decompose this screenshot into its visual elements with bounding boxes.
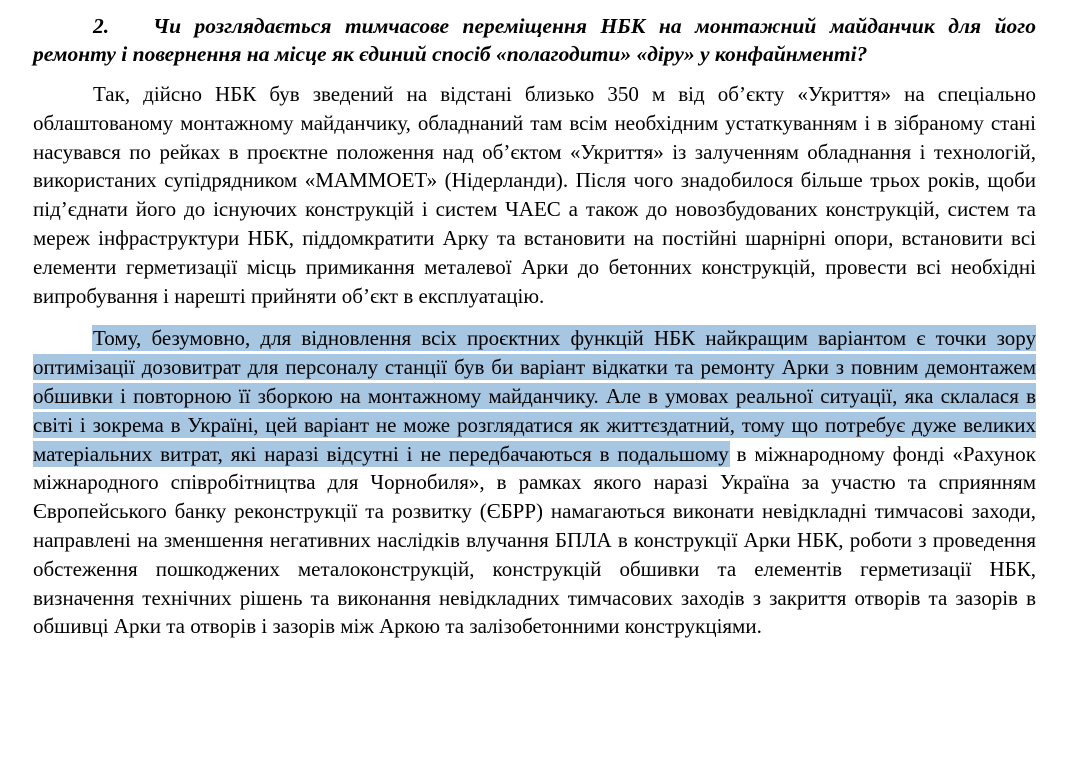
section-number: 2. bbox=[93, 14, 110, 38]
document-page bbox=[33, 0, 1036, 641]
paragraph-1: Так, дійсно НБК був зведений на відстані близько 350 м від об’єкту «Укриття» на спеціально облаштованому монтажному майданчику, обладнаний там всім необхідним устаткуванням і в зібраному стані насувався по рейках в проєктне положення над об’єктом «Укриття» із залученням обладнання і технологій, використаних супідрядником «МАММОЕТ» (Нідерланди). Після чого знадобилося більше трьох років, щоби під’єднати його до існуючих конструкцій і систем ЧАЕС а також до новозбудованих конструкцій, систем та мереж інфраструктури НБК, піддомкратити Арку та встановити на постійні шарнірні опори, встановити всі елементи герметизації місць примикання металевої Арки до бетонних конструкцій, провести всі необхідні випробування і нарешті прийняти об’єкт в експлуатацію. bbox=[33, 82, 1036, 308]
section-heading bbox=[33, 0, 1036, 68]
text-selection-highlight[interactable]: Тому, безумовно, для відновлення всіх проєктних функцій НБК найкращим варіантом є точки зору оптимізації дозовитрат для персоналу станції був би варіант відкатки та ремонту Арки з повним демонтажем обшивки і повторною її зборкою на монтажному майданчику. Але в умовах реальної ситуації, яка склалася в світі і зокрема в Україні, цей варіант не може розглядатися як життєздатний, тому що потребує дуже великих матеріальних витрат, які наразі відсутні і не передбачаються в подальшому bbox=[33, 326, 1036, 466]
section-heading-text: Чи розглядається тимчасове переміщення НБК на монтажний майданчик для його ремонту і повернення на місце як єдиний спосіб «полагодити» «діру» у конфайнменті? bbox=[33, 14, 1036, 66]
paragraph-2-continuation: в міжнародному фонді «Рахунок міжнародного співробітництва для Чорнобиля», в рамках якого наразі Україна за участю та сприянням Європейського банку реконструкції та розвитку (ЄБРР) намагаються виконати невідкладні тимчасові заходи, направлені на зменшення негативних наслідків влучання БПЛА в конструкції Арки НБК, роботи з проведення обстеження пошкоджених металоконструкцій, конструкцій обшивки та елементів герметизації НБК, визначення технічних рішень та виконання невідкладних тимчасових заходів з закриття отворів та зазорів в обшивці Арки та отворів і зазорів між Аркою та залізобетонними конструкціями. bbox=[33, 441, 1037, 639]
paragraph-2 bbox=[33, 324, 1036, 641]
